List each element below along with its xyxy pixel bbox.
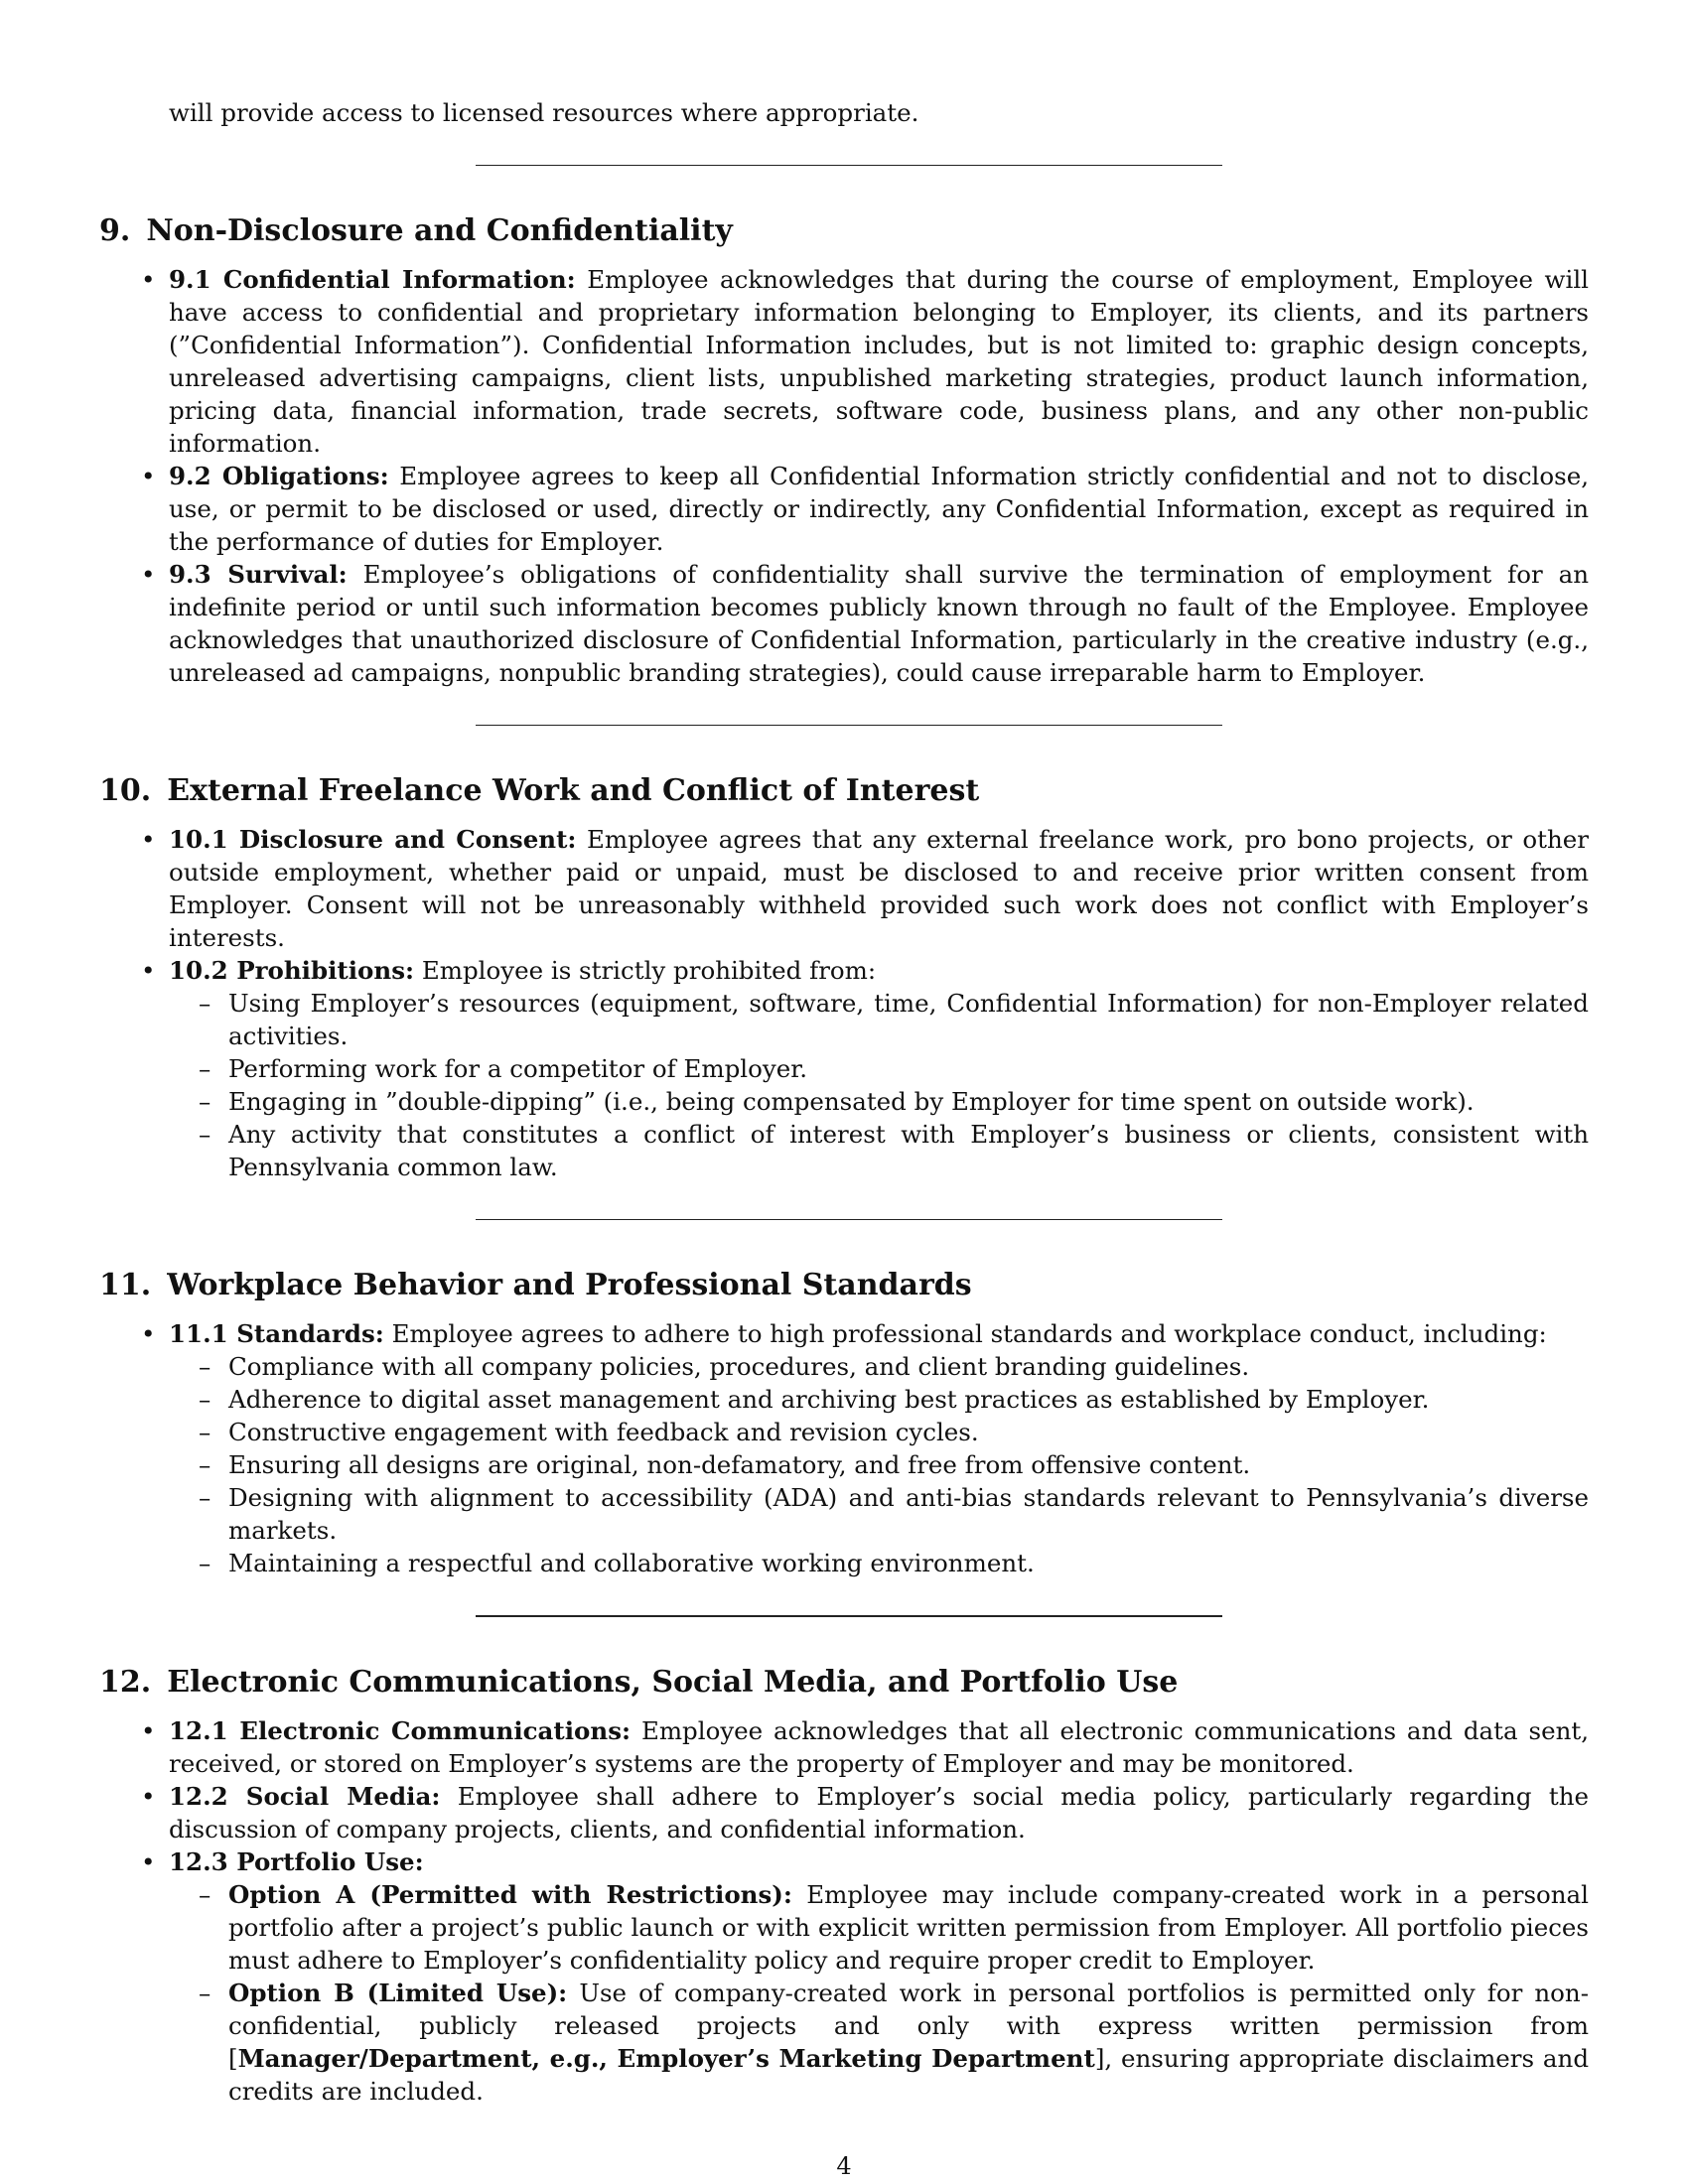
standards-sublist — [169, 1350, 1589, 1579]
page-number: 4 — [836, 2152, 852, 2180]
section-9-list — [99, 263, 1589, 689]
section-12-title: Electronic Communications, Social Media, and Portfolio Use — [167, 1665, 1179, 1700]
section-divider — [476, 165, 1222, 166]
item-label: 12.3 Portfolio Use: — [169, 1847, 424, 1876]
item-label: 9.2 Obligations: — [169, 462, 389, 490]
portfolio-options-sublist — [169, 1878, 1589, 2108]
list-item — [169, 1317, 1589, 1579]
sub-list-item — [228, 1878, 1589, 1977]
section-11-heading — [99, 1268, 1589, 1303]
option-a-text: Employee may include company-created work in a personal portfolio after a project’s public launch or with explicit written permission from Employer. All portfolio pieces must adhere to Employer’s confidentiality policy and require proper credit to Employer. — [228, 1880, 1589, 1975]
section-11-number: 11. — [99, 1268, 152, 1302]
item-text: Employee is strictly prohibited from: — [421, 956, 877, 985]
section-divider — [476, 725, 1222, 726]
option-b-placeholder: Manager/Department, e.g., Employer’s Marketing Department — [237, 2044, 1095, 2073]
sub-list-item: – Designing with alignment to accessibility (ADA) and anti-bias standards relevant to Pennsylvania’s diverse markets. — [228, 1481, 1589, 1547]
list-item — [169, 954, 1589, 1183]
list-item — [169, 558, 1589, 689]
sub-list-item: – Any activity that constitutes a conflict of interest with Employer’s business or clients, consistent with Pennsylvania common law. — [228, 1118, 1589, 1183]
sub-list-item: – Adherence to digital asset management and archiving best practices as established by Employer. — [228, 1383, 1589, 1416]
option-b-text: Use of company-created work in personal portfolios is permitted only for non-confidential, publicly released projects and only with express written permission from [ — [228, 1979, 1589, 2073]
item-label: 11.1 Standards: — [169, 1319, 384, 1348]
list-item — [169, 263, 1589, 460]
sub-list-item: – Constructive engagement with feedback and revision cycles. — [228, 1416, 1589, 1448]
option-a-label: Option A (Permitted with Restrictions): — [228, 1880, 792, 1909]
option-b-label: Option B (Limited Use): — [228, 1979, 568, 2007]
section-10-title: External Freelance Work and Conflict of Interest — [167, 773, 980, 808]
item-label: 12.2 Social Media: — [169, 1782, 441, 1811]
section-9-heading — [99, 213, 1589, 249]
item-text: Employee’s obligations of confidentiality shall survive the termination of employment for an indefinite period or until such information becomes publicly known through no fault of the Employee. Employee acknowledges that unauthorized disclosure of Confidential Information, particularly in the creative industry (e.g., unreleased ad campaigns, nonpublic branding strategies), could cause irreparable harm to Employer. — [169, 560, 1589, 687]
item-label: 10.2 Prohibitions: — [169, 956, 415, 985]
item-text: Employee agrees that any external freelance work, pro bono projects, or other outside employment, whether paid or unpaid, must be disclosed to and receive prior written consent from Employer. Consent will not be unreasonably withheld provided such work does not conflict with Employer’s interests. — [169, 825, 1589, 952]
section-9-title: Non-Disclosure and Confidentiality — [146, 213, 733, 248]
section-10-number: 10. — [99, 773, 152, 808]
sub-list-item: – Engaging in ”double-dipping” (i.e., being compensated by Employer for time spent on outside work). — [228, 1085, 1589, 1118]
sub-list-item: – Performing work for a competitor of Employer. — [228, 1052, 1589, 1085]
section-12-heading — [99, 1665, 1589, 1701]
item-label: 12.1 Electronic Communications: — [169, 1716, 632, 1745]
section-12-list — [99, 1714, 1589, 2108]
sub-list-item: – Compliance with all company policies, procedures, and client branding guidelines. — [228, 1350, 1589, 1383]
section-11-list — [99, 1317, 1589, 1579]
page-content — [99, 96, 1589, 2108]
intro-text: will provide access to licensed resources where appropriate. — [169, 98, 919, 127]
list-item — [169, 460, 1589, 558]
item-text: Employee acknowledges that during the course of employment, Employee will have access to confidential and proprietary information belonging to Employer, its clients, and its partners (”Confidential Information”). Confidential Information includes, but is not limited to: graphic design concepts, unreleased advertising campaigns, client lists, unpublished marketing strategies, product launch information, pricing data, financial information, trade secrets, software code, business plans, and any other non-public information. — [169, 265, 1589, 458]
sub-list-item: – Maintaining a respectful and collaborative working environment. — [228, 1547, 1589, 1579]
item-text: Employee agrees to keep all Confidential Information strictly confidential and not to disclose, use, or permit to be disclosed or used, directly or indirectly, any Confidential Information, except as required in the performance of duties for Employer. — [169, 462, 1589, 556]
section-11-title: Workplace Behavior and Professional Standards — [167, 1268, 972, 1302]
item-text: Employee shall adhere to Employer’s social media policy, particularly regarding the discussion of company projects, clients, and confidential information. — [169, 1782, 1589, 1843]
item-label: 9.3 Survival: — [169, 560, 348, 589]
list-item — [169, 1845, 1589, 2108]
item-label: 9.1 Confidential Information: — [169, 265, 576, 294]
list-item — [169, 1714, 1589, 1780]
item-text: Employee agrees to adhere to high professional standards and workplace conduct, including: — [391, 1319, 1547, 1348]
list-item — [169, 823, 1589, 954]
sub-list-item: – Using Employer’s resources (equipment, software, time, Confidential Information) for non-Employer related activities. — [228, 987, 1589, 1052]
section-10-heading — [99, 773, 1589, 809]
option-b-text-end: ], ensuring appropriate disclaimers and credits are included. — [228, 2044, 1590, 2106]
list-item — [169, 1780, 1589, 1845]
section-12-number: 12. — [99, 1665, 152, 1700]
section-divider — [476, 1615, 1222, 1617]
sub-list-item: – Ensuring all designs are original, non-defamatory, and free from offensive content. — [228, 1448, 1589, 1481]
section-divider — [476, 1219, 1222, 1220]
section-9-number: 9. — [99, 213, 131, 248]
item-label: 10.1 Disclosure and Consent: — [169, 825, 577, 854]
section-10-list — [99, 823, 1589, 1183]
prohibitions-sublist — [169, 987, 1589, 1183]
item-text: Employee acknowledges that all electronic communications and data sent, received, or stored on Employer’s systems are the property of Employer and may be monitored. — [169, 1716, 1589, 1778]
sub-list-item — [228, 1977, 1589, 2108]
